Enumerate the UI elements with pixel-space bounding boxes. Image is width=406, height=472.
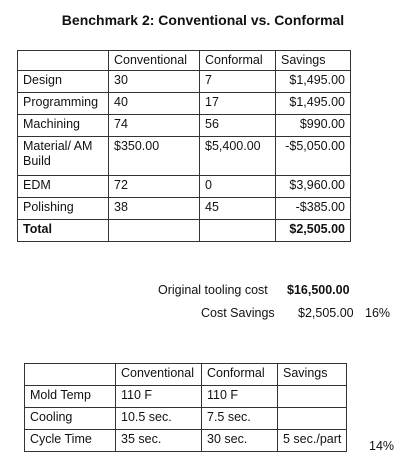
row-label: Mold Temp [25, 386, 116, 408]
cycle-time-table [24, 363, 347, 452]
savings-cell: 5 sec./part [278, 430, 347, 452]
table-header-row [18, 51, 351, 71]
total-conventional-cell [109, 220, 200, 242]
row-label: Programming [18, 93, 109, 115]
cost-comparison-table [17, 50, 351, 242]
row-label: Machining [18, 115, 109, 137]
header-cell-empty [18, 51, 109, 71]
conventional-cell: 40 [109, 93, 200, 115]
original-tooling-cost-value: $16,500.00 [287, 283, 350, 297]
table-row [18, 115, 351, 137]
savings-cell: $3,960.00 [276, 176, 351, 198]
savings-cell [278, 386, 347, 408]
table-row [25, 408, 347, 430]
table-row [18, 137, 351, 176]
conventional-cell: $350.00 [109, 137, 200, 176]
header-cell-conventional: Conventional [109, 51, 200, 71]
table-row [18, 93, 351, 115]
savings-cell: -$5,050.00 [276, 137, 351, 176]
conformal-cell: 7.5 sec. [202, 408, 278, 430]
conventional-cell: 74 [109, 115, 200, 137]
row-label: Material/ AM Build [18, 137, 109, 176]
header-cell-conventional: Conventional [116, 364, 202, 386]
conformal-cell: 7 [200, 71, 276, 93]
conformal-cell: 0 [200, 176, 276, 198]
row-label: EDM [18, 176, 109, 198]
cost-savings-value: $2,505.00 [298, 306, 354, 320]
conventional-cell: 110 F [116, 386, 202, 408]
total-label: Total [18, 220, 109, 242]
savings-cell [278, 408, 347, 430]
header-cell-savings: Savings [278, 364, 347, 386]
savings-cell: -$385.00 [276, 198, 351, 220]
row-label: Design [18, 71, 109, 93]
conformal-cell: 30 sec. [202, 430, 278, 452]
table-header-row [25, 364, 347, 386]
conformal-cell: 110 F [202, 386, 278, 408]
header-cell-empty [25, 364, 116, 386]
conventional-cell: 72 [109, 176, 200, 198]
cost-savings-label: Cost Savings [201, 306, 275, 320]
row-label: Cycle Time [25, 430, 116, 452]
conventional-cell: 35 sec. [116, 430, 202, 452]
conventional-cell: 30 [109, 71, 200, 93]
header-cell-conformal: Conformal [202, 364, 278, 386]
conformal-cell: $5,400.00 [200, 137, 276, 176]
savings-cell: $1,495.00 [276, 71, 351, 93]
table-row [25, 386, 347, 408]
document-title: Benchmark 2: Conventional vs. Conformal [61, 12, 345, 28]
header-cell-conformal: Conformal [200, 51, 276, 71]
cycle-time-savings-percent: 14% [369, 439, 395, 453]
table-row [25, 430, 347, 452]
conformal-cell: 56 [200, 115, 276, 137]
conformal-cell: 45 [200, 198, 276, 220]
original-tooling-cost-label: Original tooling cost [158, 283, 268, 297]
row-label: Cooling [25, 408, 116, 430]
table-row [18, 198, 351, 220]
cost-savings-percent: 16% [365, 306, 391, 320]
table-row [18, 71, 351, 93]
conventional-cell: 38 [109, 198, 200, 220]
savings-cell: $1,495.00 [276, 93, 351, 115]
total-row [18, 220, 351, 242]
savings-cell: $990.00 [276, 115, 351, 137]
total-savings-cell: $2,505.00 [276, 220, 351, 242]
conventional-cell: 10.5 sec. [116, 408, 202, 430]
header-cell-savings: Savings [276, 51, 351, 71]
total-conformal-cell [200, 220, 276, 242]
table-row [18, 176, 351, 198]
row-label: Polishing [18, 198, 109, 220]
conformal-cell: 17 [200, 93, 276, 115]
